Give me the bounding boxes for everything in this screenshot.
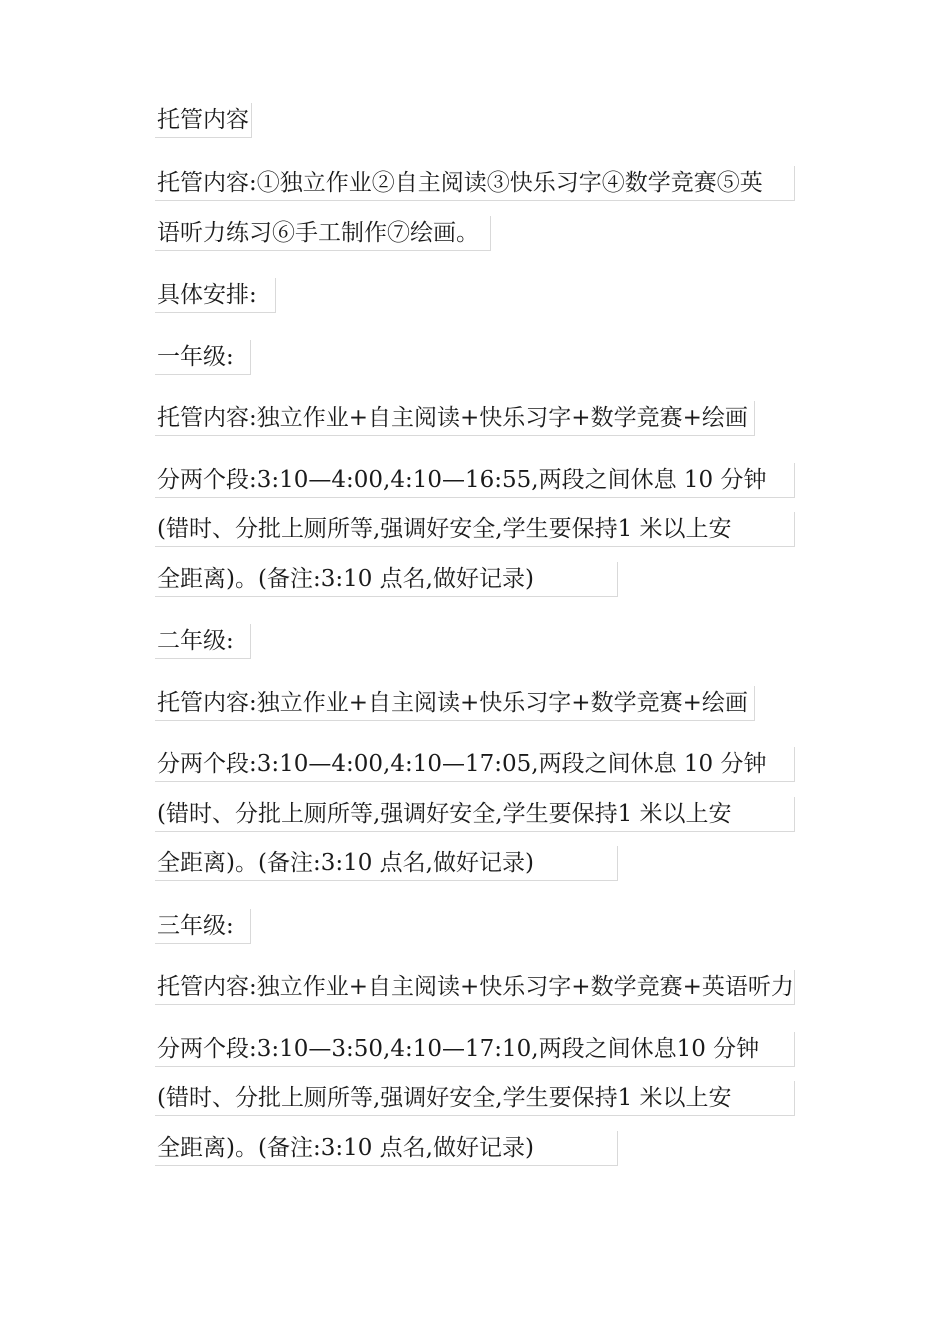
grade-label: 一年级: [155,340,251,375]
grade-content: 托管内容:独立作业+自主阅读+快乐习字+数学竞赛+英语听力 [155,970,795,1005]
grade-content: 托管内容:独立作业+自主阅读+快乐习字+数学竞赛+绘画 [155,401,755,436]
grade-schedule-line-2: (错时、分批上厕所等,强调好安全,学生要保持1 米以上安 [155,1081,795,1116]
grade-label: 三年级: [155,909,251,944]
grade-schedule-line-3: 全距离)。(备注:3:10 点名,做好记录) [155,846,618,881]
document-heading: 托管内容 [155,103,252,138]
grade-schedule-line-2: (错时、分批上厕所等,强调好安全,学生要保持1 米以上安 [155,797,795,832]
grade-schedule-line-1: 分两个段:3:10—4:00,4:10—16:55,两段之间休息 10 分钟 [155,463,795,498]
grade-content: 托管内容:独立作业+自主阅读+快乐习字+数学竞赛+绘画 [155,686,755,721]
grade-schedule-line-1: 分两个段:3:10—4:00,4:10—17:05,两段之间休息 10 分钟 [155,747,795,782]
grade-schedule-line-2: (错时、分批上厕所等,强调好安全,学生要保持1 米以上安 [155,512,795,547]
arrangement-label: 具体安排: [155,278,276,313]
grade-schedule-line-3: 全距离)。(备注:3:10 点名,做好记录) [155,562,618,597]
grade-schedule-line-1: 分两个段:3:10—3:50,4:10—17:10,两段之间休息10 分钟 [155,1032,795,1067]
grade-schedule-line-3: 全距离)。(备注:3:10 点名,做好记录) [155,1131,618,1166]
intro-line-1: 托管内容:①独立作业②自主阅读③快乐习字④数学竞赛⑤英 [155,166,795,201]
intro-line-2: 语听力练习⑥手工制作⑦绘画。 [155,216,491,251]
grade-label: 二年级: [155,624,251,659]
